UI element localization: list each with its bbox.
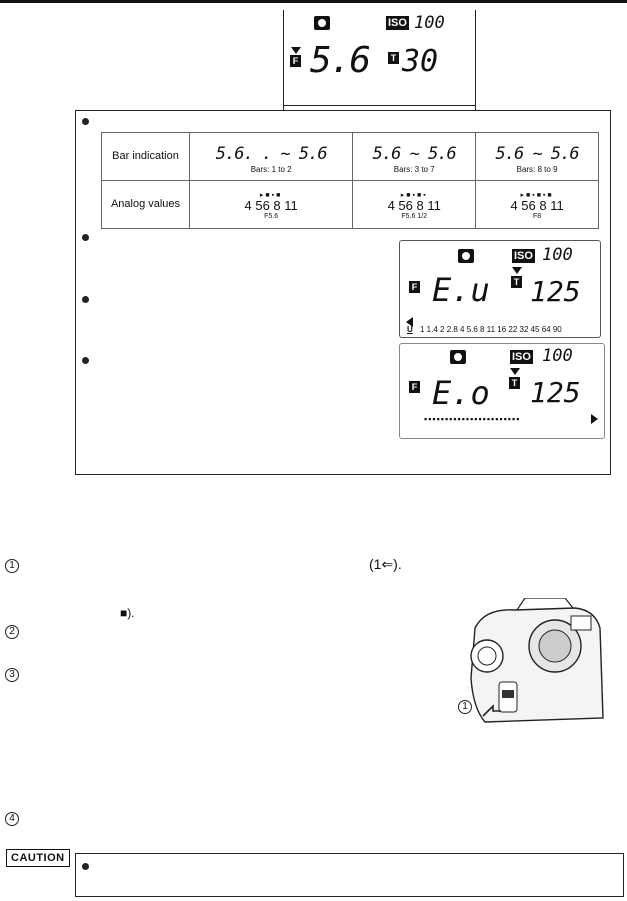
caution-badge: CAUTION bbox=[6, 849, 70, 867]
shutter-readout: 125 bbox=[530, 275, 581, 308]
sun-icon bbox=[314, 16, 330, 30]
sun-icon bbox=[450, 350, 466, 364]
aperture-scale: 1 1.4 2 2.8 4 5.6 8 11 16 22 32 45 64 90 bbox=[420, 325, 562, 334]
t-indicator-icon bbox=[512, 267, 522, 274]
iso-badge: ISO bbox=[514, 250, 533, 262]
lcd-underline bbox=[284, 105, 475, 106]
analog-label: F5.6 1/2 bbox=[401, 213, 428, 220]
step-2-marker: 2 bbox=[5, 625, 19, 639]
top-rule bbox=[0, 0, 627, 3]
bar-value: 5.6. . ~ 5.6 bbox=[215, 143, 327, 164]
iso-value: 100 bbox=[542, 346, 573, 366]
f-indicator-icon bbox=[291, 47, 301, 54]
bullet-1 bbox=[82, 118, 89, 125]
bar-indication-header: Bar indication bbox=[102, 133, 190, 181]
shutter-readout: 30 bbox=[402, 44, 439, 79]
bullet-4 bbox=[82, 357, 89, 364]
bar-value: 5.6 ~ 5.6 bbox=[495, 143, 579, 164]
mode-f-badge: F bbox=[409, 281, 420, 293]
analog-scale: 4 56 8 11 bbox=[510, 198, 564, 213]
scale-letter: U bbox=[407, 325, 413, 334]
bar-cell-3 bbox=[476, 133, 599, 181]
sun-icon bbox=[458, 249, 474, 263]
step-1-reference: (1⇐). bbox=[369, 556, 402, 572]
bar-range: Bars: 3 to 7 bbox=[393, 164, 435, 174]
bullet-3 bbox=[82, 296, 89, 303]
analog-scale: 4 56 8 11 bbox=[387, 198, 441, 213]
bar-range: Bars: 1 to 2 bbox=[250, 164, 292, 174]
camera-illustration bbox=[455, 598, 605, 726]
step-3-marker: 3 bbox=[5, 668, 19, 682]
iso-badge: ISO bbox=[512, 351, 531, 363]
analog-label: F8 bbox=[532, 213, 542, 220]
mode-f-badge: F bbox=[409, 381, 420, 393]
analog-label: F5.6 bbox=[264, 213, 279, 220]
iso-badge: ISO bbox=[388, 17, 407, 29]
bullet-2 bbox=[82, 234, 89, 241]
timer-t-badge: T bbox=[511, 276, 522, 288]
bar-cell-2 bbox=[353, 133, 476, 181]
bar-cell-1 bbox=[190, 133, 353, 181]
bar-symbol: ■). bbox=[120, 606, 135, 620]
analog-bar-icon: ▸■▪■▪■ bbox=[520, 192, 554, 199]
overexposure-display bbox=[399, 343, 605, 439]
over-bar-scale: ▪▪▪▪▪▪▪▪▪▪▪▪▪▪▪▪▪▪▪▪▪▪▪ bbox=[424, 414, 521, 424]
caution-box bbox=[75, 853, 624, 897]
analog-bar-icon: ▸■▪■ bbox=[259, 192, 283, 199]
analog-cell-2 bbox=[353, 181, 476, 229]
step-4-marker: 4 bbox=[5, 812, 19, 826]
analog-cell-3 bbox=[476, 181, 599, 229]
over-readout: E.o bbox=[432, 374, 490, 412]
top-lcd-display bbox=[283, 10, 476, 110]
iso-value: 100 bbox=[414, 13, 445, 33]
analog-bar-icon: ▸■▪■▪ bbox=[400, 192, 428, 199]
timer-t-badge: T bbox=[509, 377, 520, 389]
shutter-readout: 125 bbox=[530, 376, 581, 409]
mode-f-badge: F bbox=[290, 55, 301, 67]
bar-indication-table bbox=[101, 132, 599, 229]
over-arrow-icon bbox=[591, 414, 598, 424]
analog-values-header: Analog values bbox=[102, 181, 190, 229]
caution-bullet bbox=[82, 863, 89, 870]
bar-value: 5.6 ~ 5.6 bbox=[372, 143, 456, 164]
under-readout: E.u bbox=[432, 271, 490, 309]
aperture-readout: 5.6 bbox=[310, 40, 370, 81]
timer-t-badge: T bbox=[388, 52, 399, 64]
underexposure-display bbox=[399, 240, 601, 338]
t-indicator-icon bbox=[510, 368, 520, 375]
analog-cell-1 bbox=[190, 181, 353, 229]
iso-value: 100 bbox=[542, 245, 573, 265]
camera-callout-1: 1 bbox=[458, 700, 472, 714]
step-1-marker: 1 bbox=[5, 559, 19, 573]
analog-scale: 4 56 8 11 bbox=[244, 198, 298, 213]
bar-range: Bars: 8 to 9 bbox=[516, 164, 558, 174]
